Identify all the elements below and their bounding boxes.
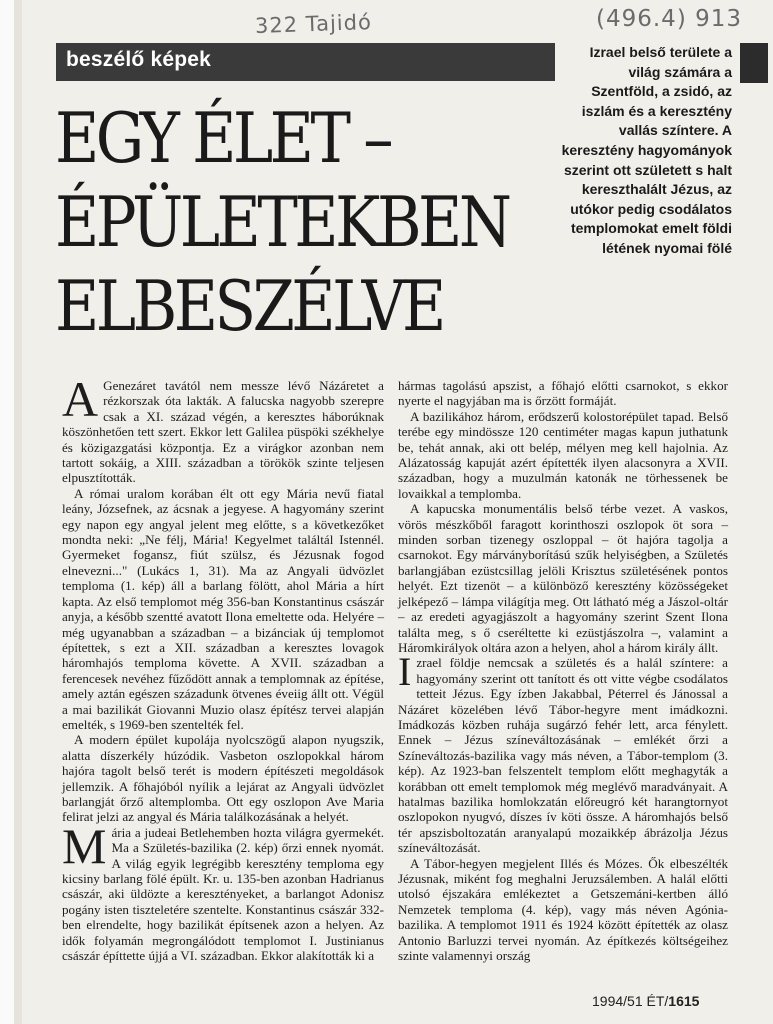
handwritten-note-left: 322 Tajidó — [254, 9, 373, 39]
drop-cap: I — [398, 649, 412, 695]
drop-cap: M — [62, 817, 107, 874]
article-paragraph — [62, 486, 384, 733]
paragraph-text: A Tábor-hegyen megjelent Illés és Mózes. Ők elbeszélték Jézusnak, miként fog meghalni Jeruzsálemben. A halál előtti utolsó éjszakára emlékeztet a Getszemáni-kertben álló Nemzetek temploma (4. kép), vagy más néven Agónia-bazilika. A templomot 1911 és 1924 között építették az olasz Antonio Barluzzi tervei nyomán. Az építkezés költségeihez szinte valamennyi ország — [398, 855, 728, 964]
paragraph-text: A modern épület kupolája nyolcszögű alapon nyugszik, alatta díszerkély húzódik. Vasbeton oszlopokkal három hajóra tagolt belső terét is modern építészeti megoldások jellemzik. A főhajóból nyílik a lejárat az Angyali üdvözlet barlangját őrző altemplomba. Ott egy oszlopon Ave Maria felirat jelzi az angyal és Mária találkozásának a helyét. — [62, 732, 384, 825]
headline-line-3: ELBESZÉLVE — [55, 267, 443, 347]
article-paragraph — [398, 856, 728, 964]
drop-cap: A — [62, 371, 99, 427]
side-marker — [740, 43, 768, 83]
article-paragraph — [398, 378, 728, 409]
article-column-right — [398, 378, 728, 963]
paragraph-text: Genezáret tavától nem messze lévő Názáretet a rézkorszak óta lakták. A falucska nagyobb szerepre csak a XI. század végén, a keresztes háborúknak köszönhetően tett szert. Ekkor lett Galilea püspöki székhelye és közigazgatási központja. Ez a virágkor azonban nem tartott sokáig, a XIII. században a törökök szinte teljesen elpusztították. — [62, 378, 384, 486]
headline-line-1: EGY ÉLET – — [55, 99, 391, 179]
paragraph-text: zrael földje nemcsak a születés és a halál színtere: a hagyomány szerint ott tanított és ott vitte végbe csodálatos tetteit Jézus. Egy ízben Jakabbal, Péterrel és Jánossal a Názáret közelében lévő Tábor-hegyre ment imádkozni. Imádkozás közben ruhája sugárzó fehér lett, arca fénylett. Ennek – Jézus színeváltozásának – emlékét őrzi a Színeváltozás-bazilika vagy más néven, a Tábor-templom (3. kép). Az 1923-ban felszentelt templom előtt meghagyták a korábban ott emelt templomok még meglévő maradványait. A hatalmas bazilika homlokzatán előreugró két harangtornyot oszlopokon nyugvó, díszes ív köti össze. A háromhajós belső tér apszisboltozatán aranyalapú mozaikkép ábrázolja Jézus színeváltozását. — [398, 655, 728, 856]
article-paragraph — [398, 501, 728, 655]
issue-label: 1994/51 ÉT/ — [592, 993, 669, 1009]
handwritten-note-right: (496.4) 913 — [596, 6, 743, 32]
headline — [55, 97, 513, 349]
article-paragraph — [398, 409, 728, 501]
paragraph-text: hármas tagolású apszist, a főhajó előtti csarnokot, s ekkor nyerte el nagyjában ma is őrzött formáját. — [398, 378, 728, 409]
article-paragraph — [62, 732, 384, 824]
lead-paragraph: Izrael belső területe a világ számára a Szentföld, a zsidó, az iszlám és a keresztény vallás színtere. A keresztény hagyományok szerint ott született s halt kereszthalált Jézus, az utókor pedig csodálatos templomokat emelt földi létének nyomai fölé — [561, 44, 732, 256]
headline-line-2: ÉPÜLETEKBEN — [55, 183, 509, 263]
paragraph-text: A bazilikához három, erődszerű kolostorépület tapad. Belső terébe egy mindössze 120 centiméter magas kapun juthatunk be, tehát annak, aki ott belép, mélyen meg kell hajolnia. Az Alázatosság kapuját azért építették ilyen alacsonyra a XVII. században, hogy a muzulmán katonák ne törhessenek be lovaikkal a templomba. — [398, 408, 728, 501]
paragraph-text: A kapucska monumentális belső térbe vezet. A vaskos, vörös mészkőből faragott korinthoszi oszlopok öt sora – minden sorban tizenegy oszloppal – öt hajóra tagolja a csarnokot. Egy márványborítású szűk helyiségben, a Születés barlangjában ezüstcsillag jelöli Krisztus születésének pontos helyét. Ezt tizenöt – a különböző keresztény közösségeket jelképező – lámpa világítja meg. Ott látható még a Jászol-oltár – az eredeti agyagjászolt a hagyomány szerint Szent Ilona találta meg, s ő cseréltette ki ezüstjászolra –, valamint a Háromkirályok oltára azon a helyen, ahol a három király állt. — [398, 501, 728, 655]
article-paragraph — [398, 649, 728, 856]
article-paragraph — [62, 817, 384, 964]
page-footer — [592, 993, 699, 1009]
paper-edge — [0, 0, 14, 1024]
article-paragraph — [62, 371, 384, 486]
page-number: 1615 — [668, 993, 700, 1009]
paragraph-text: A római uralom korában élt ott egy Mária nevű fiatal leány, Józsefnek, az ácsnak a jegyese. A hagyomány szerint egy napon egy angyal jelent meg előtte, s a következőket mondta neki: „Ne félj, Mária! Kegyelmet találtál Istennél. Gyermeket fogansz, fiút szülsz, és Jézusnak fogod elnevezni..." (Lukács 1, 31). Ma az Angyali üdvözlet temploma (1. kép) áll a barlang fölött, ahol Mária a hírt kapta. Az első templomot még 356-ban Konstantinus császár anyja, a később szentté avatott Ilona emeltette oda. Helyére – még ugyanabban a században – a bizánciak új templomot építettek, s ezt a XII. században a keresztes lovagok háromhajós temploma követte. A XVII. században a ferencesek nevéhez fűződött annak a templomnak az építése, amely aztán egészen századunk ötvenes éveiig állt ott. Végül a mai bazilikát Giovanni Muzio olasz építész tervei alapján emelték, s 1969-ben szentelték fel. — [62, 485, 384, 732]
paper-shadow — [14, 0, 22, 1024]
article-column-left — [62, 371, 384, 964]
section-label: beszélő képek — [66, 48, 212, 71]
paragraph-text: ária a judeai Betlehemben hozta világra gyermekét. Ma a Születés-bazilika (2. kép) őrzi ennek nyomát. A világ egyik legrégibb keresztény temploma egy kicsiny barlang fölé épült. Kr. u. 135-ben azonban Hadrianus császár, aki üldözte a keresztényeket, a barlangot Adonisz pogány isten tiszteletére szentelte. Konstantinus császár 332-ben elrendelte, hogy bazilikát építsenek azon a helyen. Az idők folyamán megrongálódott templomot I. Justinianus császár építtette újjá a VI. században. Ekkor alakították ki a — [62, 824, 384, 964]
